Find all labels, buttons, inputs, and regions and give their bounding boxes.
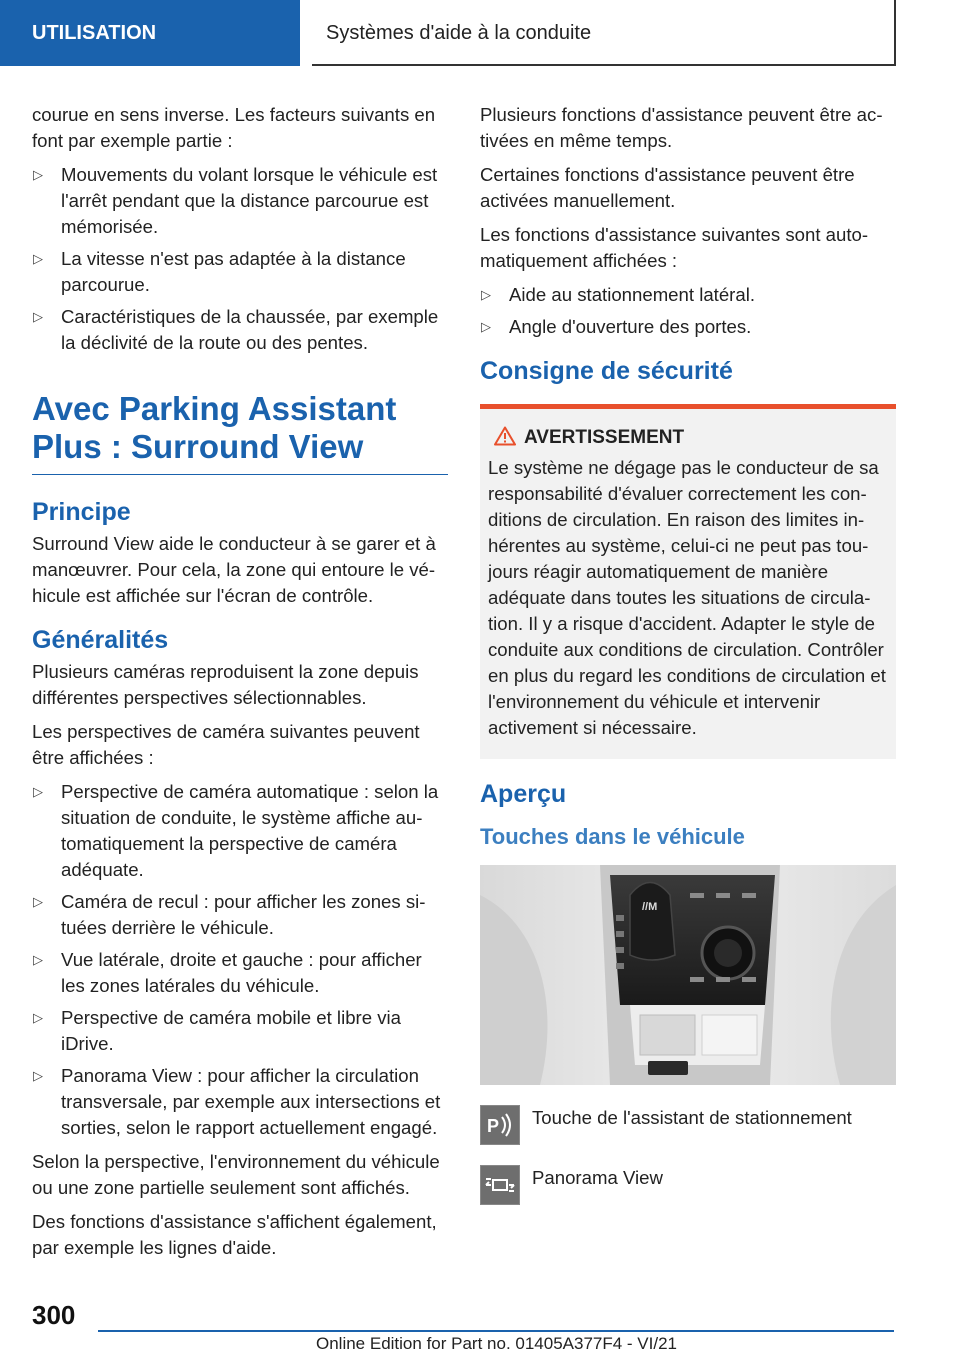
warning-title — [488, 425, 888, 451]
body-paragraph: Plusieurs fonctions d'assistance peuvent être activées en même temps. — [480, 104, 883, 151]
auto-functions-list — [480, 282, 896, 340]
principe-heading: Principe — [32, 498, 131, 526]
generalites-heading: Généralités — [32, 626, 169, 654]
list-item: ▷ Panorama View : pour afficher la circulation transversale, par exemple aux intersections et sorties, selon le rapport actuellement engagé. — [32, 1063, 448, 1141]
icon-item-label: Panorama View — [532, 1167, 663, 1188]
list-item: ▷ Caractéristiques de la chaussée, par exemple la déclivité de la route ou des pentes. — [32, 304, 448, 356]
warning-label: AVERTISSEMENT — [524, 427, 685, 448]
factors-list — [32, 162, 448, 356]
icon-item-label: Touche de l'assistant de stationnement — [532, 1107, 852, 1128]
icon-item-parking — [480, 1105, 896, 1145]
left-column — [32, 102, 448, 1269]
warning-text: Le système ne dégage pas le conducteur de sa responsabilité d'évaluer correctement les conditions de circulation. En raison des limites inhérentes au système, celui-ci ne peut pas toujours réagir automatiquement de manière adéquate dans toutes les situations de circulation. Il y a risque d'accident. Adapter le style de conduite aux conditions de circulation. Contrôler en plus du regard les conditions de circulation et l'environnement du véhicule et intervenir activement si nécessaire. — [488, 457, 886, 738]
list-item: ▷ Angle d'ouverture des portes. — [480, 314, 896, 340]
body-paragraph: Selon la perspective, l'environnement du véhicule ou une zone partielle seulement sont affichés. — [32, 1151, 440, 1198]
warning-triangle-icon — [494, 426, 516, 446]
right-column — [480, 102, 896, 1225]
body-paragraph: Les fonctions d'assistance suivantes sont automatiquement affichées : — [480, 224, 869, 271]
center-console-illustration — [480, 865, 896, 1085]
list-item: ▷ Aide au stationnement latéral. — [480, 282, 896, 308]
generalites-paragraph: Les perspectives de caméra suivantes peuvent être affichées : — [32, 721, 420, 768]
panorama-view-icon[interactable] — [480, 1165, 520, 1205]
generalites-paragraph: Plusieurs caméras reproduisent la zone depuis différentes perspectives sélectionnables. — [32, 661, 419, 708]
icon-item-panorama — [480, 1165, 896, 1205]
list-item: ▷ Perspective de caméra mobile et libre via iDrive. — [32, 1005, 448, 1057]
chapter-heading: Avec Parking Assistant Plus : Surround View — [32, 390, 448, 475]
list-item: ▷ Mouvements du volant lorsque le véhicule est l'arrêt pendant que la distance parcourue est mémorisée. — [32, 162, 448, 240]
consigne-heading: Consigne de sécurité — [480, 357, 733, 385]
section-title: Systèmes d'aide à la conduite — [312, 0, 896, 66]
apercu-heading: Aperçu — [480, 780, 567, 808]
parking-assistant-glyph — [484, 1109, 516, 1141]
list-item: ▷ Perspective de caméra automatique : selon la situation de conduite, le système affiche automatiquement la perspective de caméra adéquate. — [32, 779, 448, 883]
page-number: 300 — [32, 1300, 76, 1330]
panorama-view-glyph — [484, 1169, 516, 1201]
parking-assistant-icon[interactable] — [480, 1105, 520, 1145]
edition-info: Online Edition for Part no. 01405A377F4 - VI/21 — [316, 1334, 678, 1353]
svg-text://M: //M — [642, 901, 658, 913]
body-paragraph: Des fonctions d'assistance s'affichent également, par exemple les lignes d'aide. — [32, 1211, 437, 1258]
body-paragraph: Certaines fonctions d'assistance peuvent être activées manuellement. — [480, 164, 855, 211]
footer-rule — [98, 1330, 894, 1332]
touches-heading: Touches dans le véhicule — [480, 824, 745, 849]
principe-text: Surround View aide le conducteur à se garer et à manœuvrer. Pour cela, la zone qui entoure le véhicule est affichée sur l'écran de contrôle. — [32, 533, 436, 606]
intro-paragraph: courue en sens inverse. Les facteurs suivants en font par exemple partie : — [32, 104, 436, 151]
perspectives-list — [32, 779, 448, 1141]
warning-box — [480, 404, 896, 759]
list-item: ▷ Caméra de recul : pour afficher les zones situées derrière le véhicule. — [32, 889, 448, 941]
list-item: ▷ La vitesse n'est pas adaptée à la distance parcourue. — [32, 246, 448, 298]
svg-text:P: P — [487, 1116, 500, 1136]
chapter-tab: UTILISATION — [0, 0, 300, 66]
page-header — [0, 0, 960, 66]
center-console-photo — [480, 865, 896, 1085]
list-item: ▷ Vue latérale, droite et gauche : pour afficher les zones latérales du véhicule. — [32, 947, 448, 999]
